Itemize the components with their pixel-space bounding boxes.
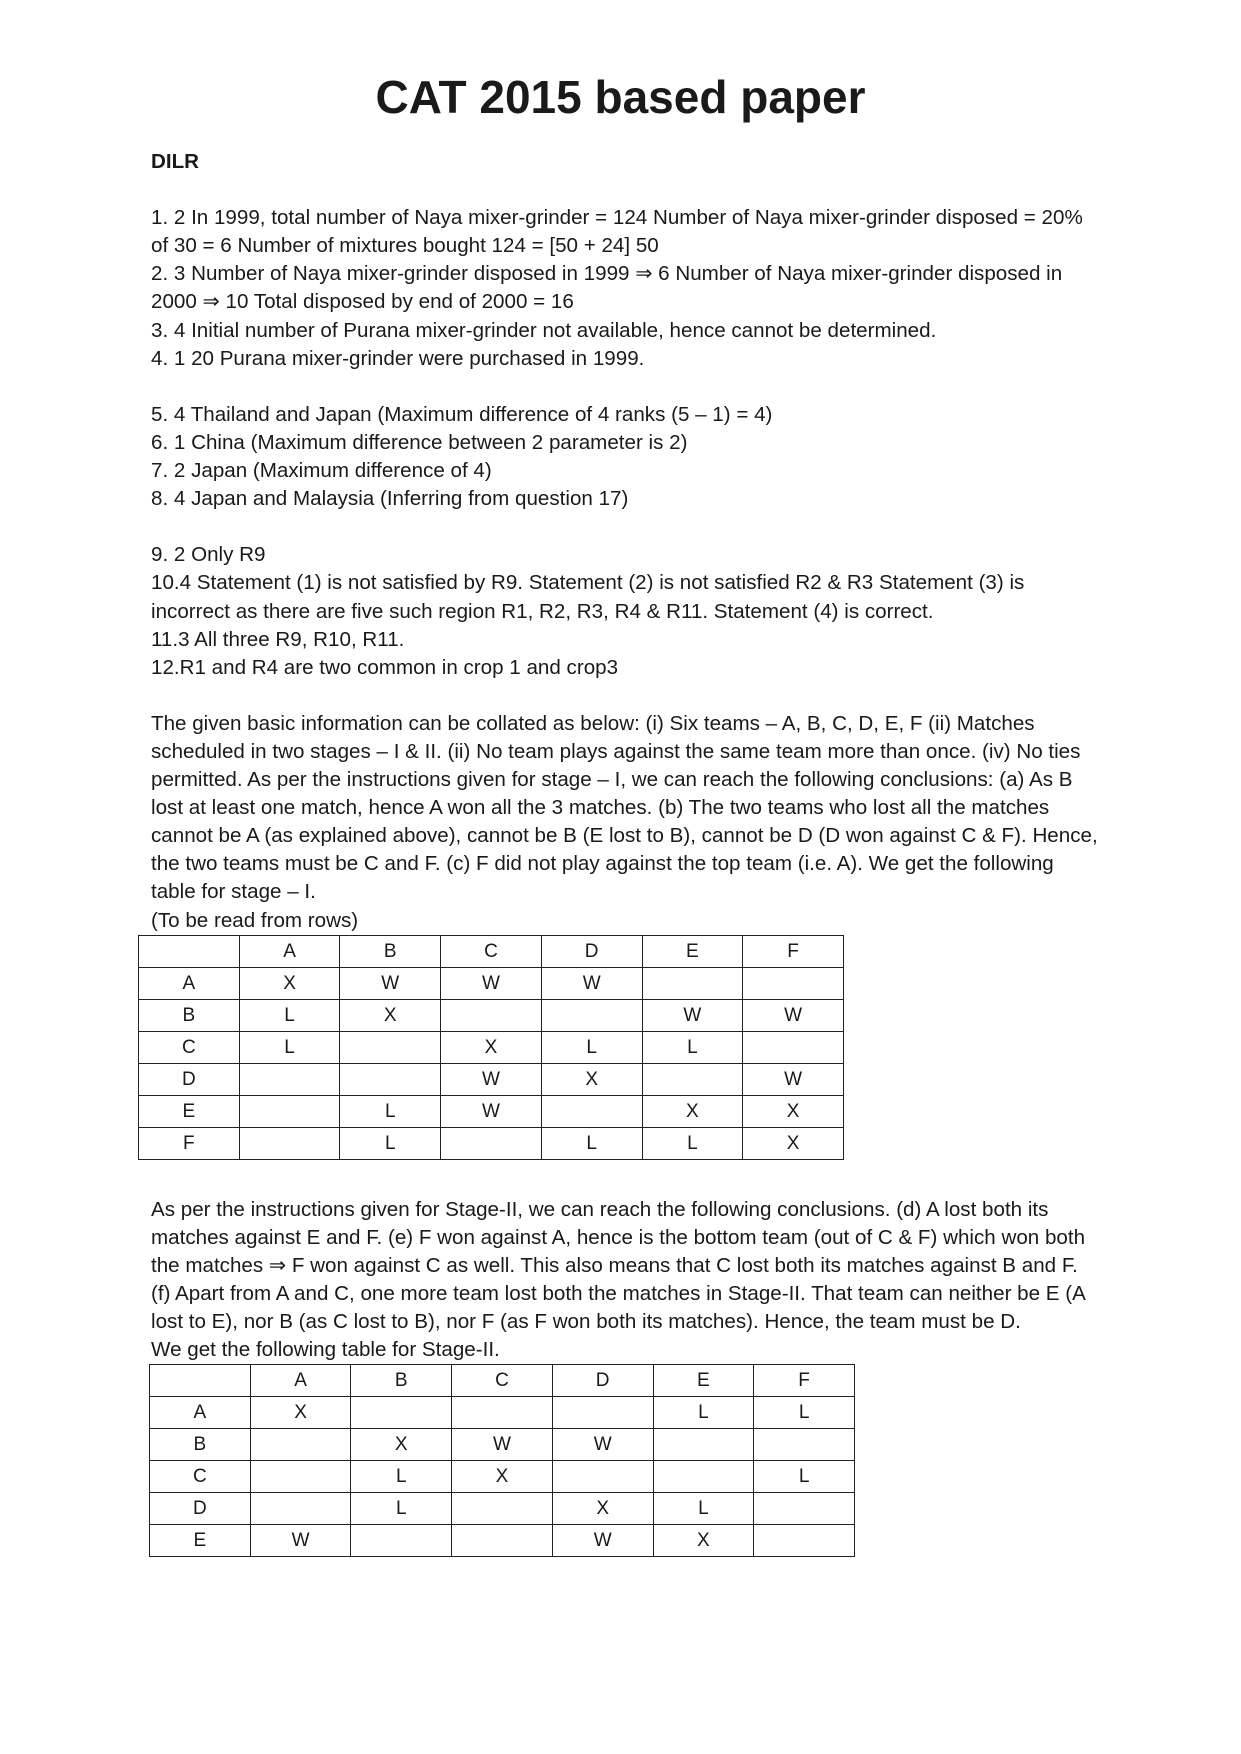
answer-item: 11.3 All three R9, R10, R11.	[151, 627, 405, 651]
stage2-explanation: As per the instructions given for Stage-II, we can reach the following conclusions. (d) A lost both its matches against E and F. (e) F won against A, hence is the bottom team (out of C & F) which won both the matches ⇒ F won against C as well. This also means that C lost both its matches against B and F. (f) Apart from A and C, one more team lost both the matches in Stage-II. That team can neither be E (A lost to E), nor B (as C lost to B), nor F (as F won both its matches). Hence, the team must be D.	[151, 1197, 1086, 1333]
stage1-explanation: The given basic information can be collated as below: (i) Six teams – A, B, C, D, E, F (ii) Matches scheduled in two stages – I & II. (ii) No team plays against the same team more than once. (iv) No ties permitted. As per the instructions given for stage – I, we can reach the following conclusions: (a) As B lost at least one match, hence A won all the 3 matches. (b) The two teams who lost all the matches cannot be A (as explained above), cannot be B (E lost to B), cannot be D (D won against C & F). Hence, the two teams must be C and F. (c) F did not play against the top team (i.e. A). We get the following table for stage – I.	[151, 711, 1098, 904]
answer-item: 10.4 Statement (1) is not satisfied by R9. Statement (2) is not satisfied R2 & R3 Statement (3) is incorrect as there are five such region R1, R2, R3, R4 & R11. Statement (4) is correct.	[151, 571, 1025, 623]
answer-group-3	[151, 541, 1101, 681]
table-cell: L	[541, 1031, 642, 1063]
table-cell	[743, 967, 844, 999]
section-heading: DILR	[151, 150, 200, 173]
table-header-cell: E	[642, 935, 743, 967]
answer-item: 3. 4 Initial number of Purana mixer-grinder not available, hence cannot be determined.	[151, 318, 937, 342]
table-cell: X	[541, 1063, 642, 1095]
document-body	[151, 148, 1101, 1557]
table-row	[150, 1493, 855, 1525]
table-cell: L	[754, 1461, 855, 1493]
table-row-label: E	[139, 1095, 240, 1127]
table-cell: X	[552, 1493, 653, 1525]
answer-item: 7. 2 Japan (Maximum difference of 4)	[151, 459, 492, 483]
table-row	[139, 1095, 844, 1127]
table-cell	[452, 1493, 553, 1525]
table-cell: L	[340, 1095, 441, 1127]
table-cell: L	[754, 1397, 855, 1429]
table-cell: W	[743, 1063, 844, 1095]
table-header-cell: D	[552, 1365, 653, 1397]
stage2-note: We get the following table for Stage-II.	[151, 1338, 500, 1362]
table-cell: L	[340, 1127, 441, 1159]
answer-item: 6. 1 China (Maximum difference between 2 parameter is 2)	[151, 430, 688, 454]
table-row-label: F	[139, 1127, 240, 1159]
table-cell	[743, 1031, 844, 1063]
table-cell: W	[642, 999, 743, 1031]
table-cell	[441, 1127, 542, 1159]
table-header-cell: C	[441, 935, 542, 967]
table-header-cell: B	[340, 935, 441, 967]
table-cell: W	[552, 1525, 653, 1557]
table-cell	[552, 1397, 653, 1429]
table-cell	[754, 1525, 855, 1557]
table-row	[139, 1127, 844, 1159]
table-cell: W	[250, 1525, 351, 1557]
table-cell: X	[653, 1525, 754, 1557]
table-cell	[541, 1095, 642, 1127]
table-row	[139, 1063, 844, 1095]
table-cell	[642, 967, 743, 999]
table-row	[150, 1525, 855, 1557]
table-cell	[351, 1525, 452, 1557]
table-header-cell: E	[653, 1365, 754, 1397]
table-cell	[340, 1031, 441, 1063]
table-row-label: B	[150, 1429, 251, 1461]
table-cell: W	[340, 967, 441, 999]
table-header-row	[150, 1365, 855, 1397]
table-row-label: C	[150, 1461, 251, 1493]
table-header-cell: B	[351, 1365, 452, 1397]
table-cell	[250, 1429, 351, 1461]
answer-item: 8. 4 Japan and Malaysia (Inferring from question 17)	[151, 487, 629, 511]
table-row	[150, 1461, 855, 1493]
table-header-cell: C	[452, 1365, 553, 1397]
table-row-label: D	[139, 1063, 240, 1095]
table-cell	[653, 1461, 754, 1493]
table-cell	[653, 1429, 754, 1461]
table-cell	[239, 1095, 340, 1127]
table-cell: L	[239, 999, 340, 1031]
table-cell: L	[239, 1031, 340, 1063]
table-cell	[250, 1493, 351, 1525]
table-cell	[642, 1063, 743, 1095]
table-row	[150, 1397, 855, 1429]
stage1-note: (To be read from rows)	[151, 908, 359, 932]
answer-group-1	[151, 204, 1101, 373]
table-row-label: D	[150, 1493, 251, 1525]
table-cell	[239, 1063, 340, 1095]
table-cell	[541, 999, 642, 1031]
table-cell	[452, 1397, 553, 1429]
table-cell: W	[541, 967, 642, 999]
table-row-label: B	[139, 999, 240, 1031]
table-cell	[250, 1461, 351, 1493]
table-cell: X	[250, 1397, 351, 1429]
table-cell: W	[743, 999, 844, 1031]
table-cell	[754, 1493, 855, 1525]
table-header-cell: D	[541, 935, 642, 967]
answer-item: 1. 2 In 1999, total number of Naya mixer-grinder = 124 Number of Naya mixer-grinder disposed = 20% of 30 = 6 Number of mixtures bought 124 = [50 + 24] 50	[151, 206, 1083, 258]
table-cell: W	[452, 1429, 553, 1461]
page-title: CAT 2015 based paper	[375, 71, 866, 123]
table-cell	[239, 1127, 340, 1159]
answer-item: 5. 4 Thailand and Japan (Maximum difference of 4 ranks (5 – 1) = 4)	[151, 402, 773, 426]
table-row-label: A	[150, 1397, 251, 1429]
table-cell: L	[642, 1031, 743, 1063]
table-row-label: E	[150, 1525, 251, 1557]
table-cell: X	[351, 1429, 452, 1461]
table-row-label: A	[139, 967, 240, 999]
answer-item: 4. 1 20 Purana mixer-grinder were purchased in 1999.	[151, 346, 645, 370]
answer-item: 2. 3 Number of Naya mixer-grinder disposed in 1999 ⇒ 6 Number of Naya mixer-grinder disposed in 2000 ⇒ 10 Total disposed by end of 2000 = 16	[151, 262, 1063, 314]
table-cell: L	[653, 1397, 754, 1429]
table-cell: L	[642, 1127, 743, 1159]
answer-item: 9. 2 Only R9	[151, 543, 266, 567]
table-header-cell	[139, 935, 240, 967]
answer-group-2	[151, 401, 1101, 513]
table-header-cell: A	[250, 1365, 351, 1397]
table-cell: W	[441, 1063, 542, 1095]
table-cell: X	[441, 1031, 542, 1063]
table-header-cell	[150, 1365, 251, 1397]
table-header-cell: A	[239, 935, 340, 967]
table-header-row	[139, 935, 844, 967]
table-row	[139, 1031, 844, 1063]
table-cell: X	[239, 967, 340, 999]
table-cell: X	[743, 1095, 844, 1127]
table-cell	[452, 1525, 553, 1557]
table-row	[139, 967, 844, 999]
table-cell: W	[441, 1095, 542, 1127]
table-cell: L	[541, 1127, 642, 1159]
table-header-cell: F	[743, 935, 844, 967]
stage2-results-table	[149, 1364, 855, 1557]
table-cell: L	[351, 1493, 452, 1525]
table-cell: X	[743, 1127, 844, 1159]
table-header-cell: F	[754, 1365, 855, 1397]
table-cell: L	[653, 1493, 754, 1525]
table-cell: W	[441, 967, 542, 999]
table-row-label: C	[139, 1031, 240, 1063]
table-cell	[754, 1429, 855, 1461]
table-cell: X	[642, 1095, 743, 1127]
stage1-results-table	[138, 935, 844, 1160]
table-row	[139, 999, 844, 1031]
table-cell	[552, 1461, 653, 1493]
table-cell: X	[340, 999, 441, 1031]
table-row	[150, 1429, 855, 1461]
table-cell: L	[351, 1461, 452, 1493]
table-cell	[340, 1063, 441, 1095]
table-cell: X	[452, 1461, 553, 1493]
table-cell	[441, 999, 542, 1031]
answer-item: 12.R1 and R4 are two common in crop 1 and crop3	[151, 655, 619, 679]
table-cell: W	[552, 1429, 653, 1461]
table-cell	[351, 1397, 452, 1429]
